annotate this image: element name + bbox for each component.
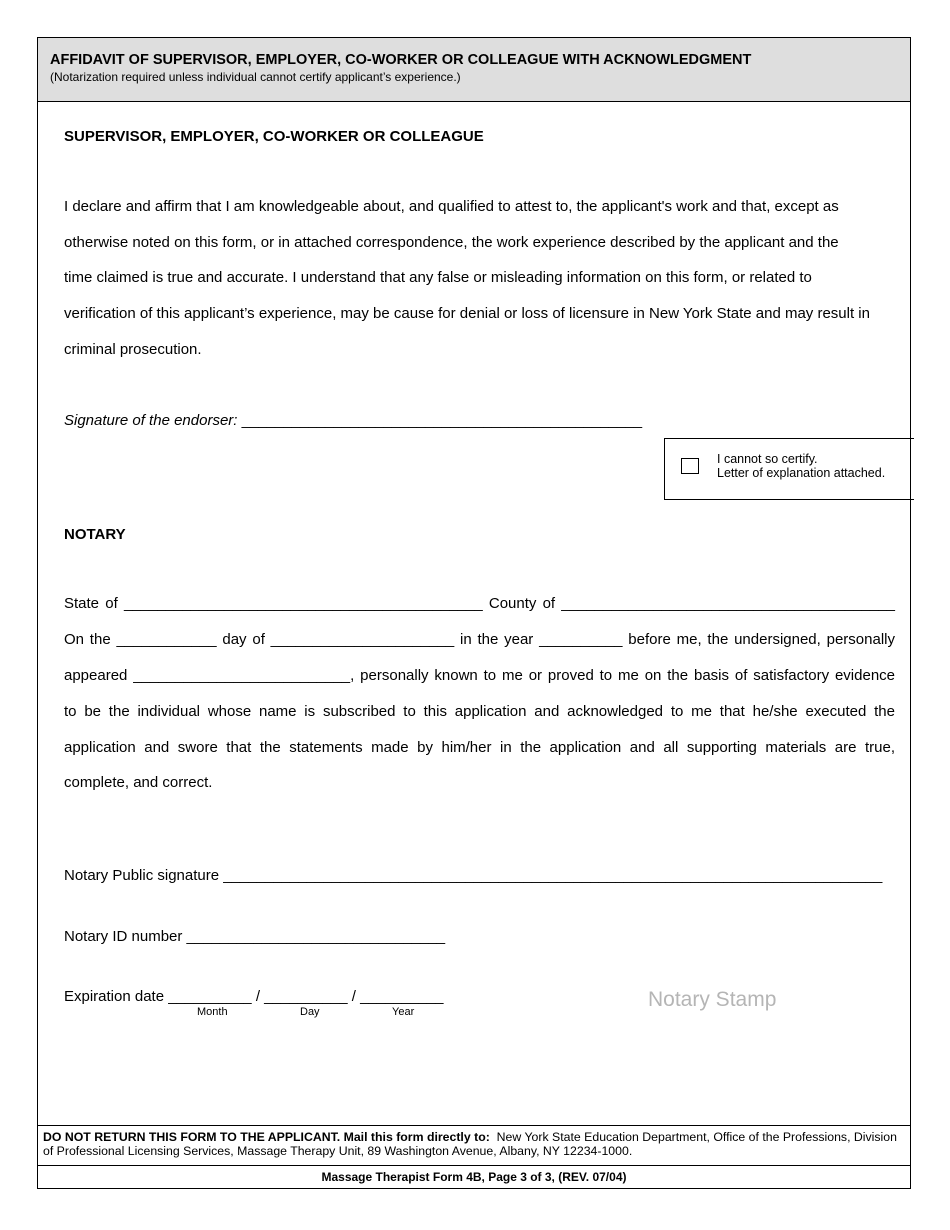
mailing-instructions — [38, 1125, 910, 1165]
notary-line-6: complete, and correct. — [64, 774, 213, 791]
notary-line-4: to be the individual whose name is subscribed to this application and acknowledged to me that he/she executed the — [64, 703, 895, 720]
notary-line-3[interactable]: appeared __________________________, personally known to me or proved to me on the basis of satisfactory evidence — [64, 667, 895, 684]
day-label: Day — [300, 1006, 320, 1018]
cannot-certify-box — [664, 438, 914, 500]
cannot-certify-checkbox[interactable] — [681, 458, 699, 474]
endorser-signature-field[interactable]: ________________________________________________ — [241, 412, 643, 429]
form-title: AFFIDAVIT OF SUPERVISOR, EMPLOYER, CO-WORKER OR COLLEAGUE WITH ACKNOWLEDGMENT — [50, 52, 752, 68]
month-label: Month — [197, 1006, 228, 1018]
endorser-signature-row — [64, 412, 642, 429]
mailing-warning: DO NOT RETURN THIS FORM TO THE APPLICANT. Mail this form directly to: — [43, 1130, 490, 1144]
form-identifier: Massage Therapist Form 4B, Page 3 of 3, (REV. 07/04) — [38, 1165, 910, 1189]
mailing-text — [43, 1130, 905, 1158]
declaration-line-3: time claimed is true and accurate. I understand that any false or misleading information on this form, or related to — [64, 269, 812, 286]
endorser-signature-label: Signature of the endorser: — [64, 412, 238, 429]
supervisor-heading: SUPERVISOR, EMPLOYER, CO-WORKER OR COLLEAGUE — [64, 128, 484, 145]
cannot-certify-label: I cannot so certify. — [717, 452, 818, 466]
expiration-date-field[interactable]: Expiration date __________ / __________ / __________ — [64, 988, 444, 1005]
notary-stamp-area: Notary Stamp — [648, 988, 777, 1011]
explanation-attached-label: Letter of explanation attached. — [717, 466, 886, 480]
affidavit-form — [37, 37, 911, 1189]
notary-id-field[interactable]: Notary ID number _______________________________ — [64, 928, 446, 945]
notary-line-2[interactable]: On the ____________ day of ______________________ in the year __________ before me, the undersigned, personally — [64, 631, 895, 648]
notary-line-1[interactable]: State of ___________________________________________ County of ________________________________________ — [64, 595, 895, 612]
year-label: Year — [392, 1006, 415, 1018]
notary-signature-field[interactable]: Notary Public signature _______________________________________________________________________________ — [64, 867, 883, 884]
declaration-line-1: I declare and affirm that I am knowledgeable about, and qualified to attest to, the applicant's work and that, except as — [64, 198, 839, 215]
mailing-address: New York State Education Department, Office of the Professions, Division of Professional Licensing Services, Massage Therapy Unit, 89 Washington Avenue, Albany, NY 12234-1000. — [43, 1130, 897, 1158]
declaration-line-2: otherwise noted on this form, or in attached correspondence, the work experience described by the applicant and the — [64, 234, 839, 251]
declaration-line-4: verification of this applicant’s experience, may be cause for denial or loss of licensure in New York State and may result in — [64, 305, 870, 322]
declaration-line-5: criminal prosecution. — [64, 341, 202, 358]
notary-heading: NOTARY — [64, 526, 126, 543]
form-header — [38, 38, 910, 102]
form-subtitle: (Notarization required unless individual cannot certify applicant’s experience.) — [50, 70, 461, 84]
notary-line-5: application and swore that the statements made by him/her in the application and all supporting materials are true, — [64, 739, 895, 756]
